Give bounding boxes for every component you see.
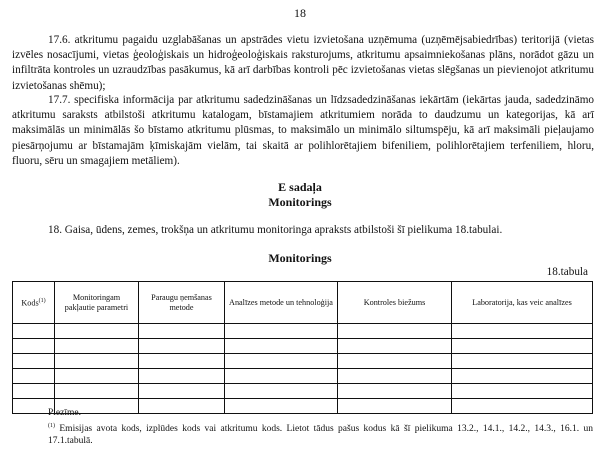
table-row xyxy=(13,384,593,399)
header-biezums: Kontroles biežums xyxy=(338,282,452,324)
table-row xyxy=(13,339,593,354)
table-row xyxy=(13,399,593,414)
table-row xyxy=(13,354,593,369)
footnote-marker: (1) xyxy=(48,423,55,429)
paragraph-17-7: 17.7. specifiska informācija par atkritumu sadedzināšanas un līdzsadedzināšanas iekārtām (iekārtas jauda, sadedzināmo atkritumu saraksts atbilstoši atkritumu katalogam, bīstamajiem atkritumiem norāda to daudzumu un kategorijas, kā arī maksimālās un minimālās šo bīstamo atkritumu plūsmas, to maksimālo un minimālo siltumspēju, kā arī maksimāli pieļaujamo piesārņojumu ar bīstamajām ķīmiskajām vielām, tai skaitā ar polihlorētajiem bifeniliem, polihlorētajiem terfeniliem, hloru, fluoru, sēru un smagajiem metāliem). xyxy=(12,94,594,167)
header-parametri: Monitoringam pakļautie parametri xyxy=(55,282,139,324)
header-kods: Kods$^{(1)}$ xyxy=(13,282,55,324)
table-row xyxy=(13,324,593,339)
paragraph-17-6: 17.6. atkritumu pagaidu uzglabāšanas un apstrādes vietu izvietošana uzņēmuma (uzņēmējsabiedrības) teritorijā (vietas izvēles nosacījumi, vietas ģeoloģiskais un hidroģeoloģiskais raksturojums, atkritumu apsaimniekošanas plāns, norādot gāzu un infiltrāta kontroles un uzraudzības pasākumus, kā arī darbības kontroli pēc izvietošanas vietas slēgšanas un pievienojot atkritumu izvietošanas shēmu); xyxy=(12,34,594,92)
header-laboratorija: Laboratorija, kas veic analīzes xyxy=(452,282,593,324)
monitoring-table xyxy=(12,281,593,414)
paragraph-18: 18. Gaisa, ūdens, zemes, trokšņa un atkritumu monitoringa apraksts atbilstoši šī pielikuma 18.tabulai. xyxy=(48,224,503,236)
section-title: Monitorings xyxy=(268,195,332,209)
table-title: Monitorings xyxy=(268,251,332,265)
footnote xyxy=(48,420,593,447)
header-analizes: Analīzes metode un tehnoloģija xyxy=(225,282,338,324)
table-number: 18.tabula xyxy=(546,266,588,278)
section-label: E sadaļa xyxy=(278,180,322,194)
header-metode: Paraugu ņemšanas metode xyxy=(139,282,225,324)
table-header-row xyxy=(13,282,593,324)
table-row xyxy=(13,369,593,384)
note-label: Piezīme. xyxy=(48,408,81,418)
footnote-text: Emisijas avota kods, izplūdes kods vai atkritumu kods. Lietot tādus pašus kodus kā šī pielikuma 13.2., 14.1., 14.2., 14.3., 16.1. un 17.1.tabulā. xyxy=(48,424,593,447)
page-number: 18 xyxy=(294,6,306,20)
